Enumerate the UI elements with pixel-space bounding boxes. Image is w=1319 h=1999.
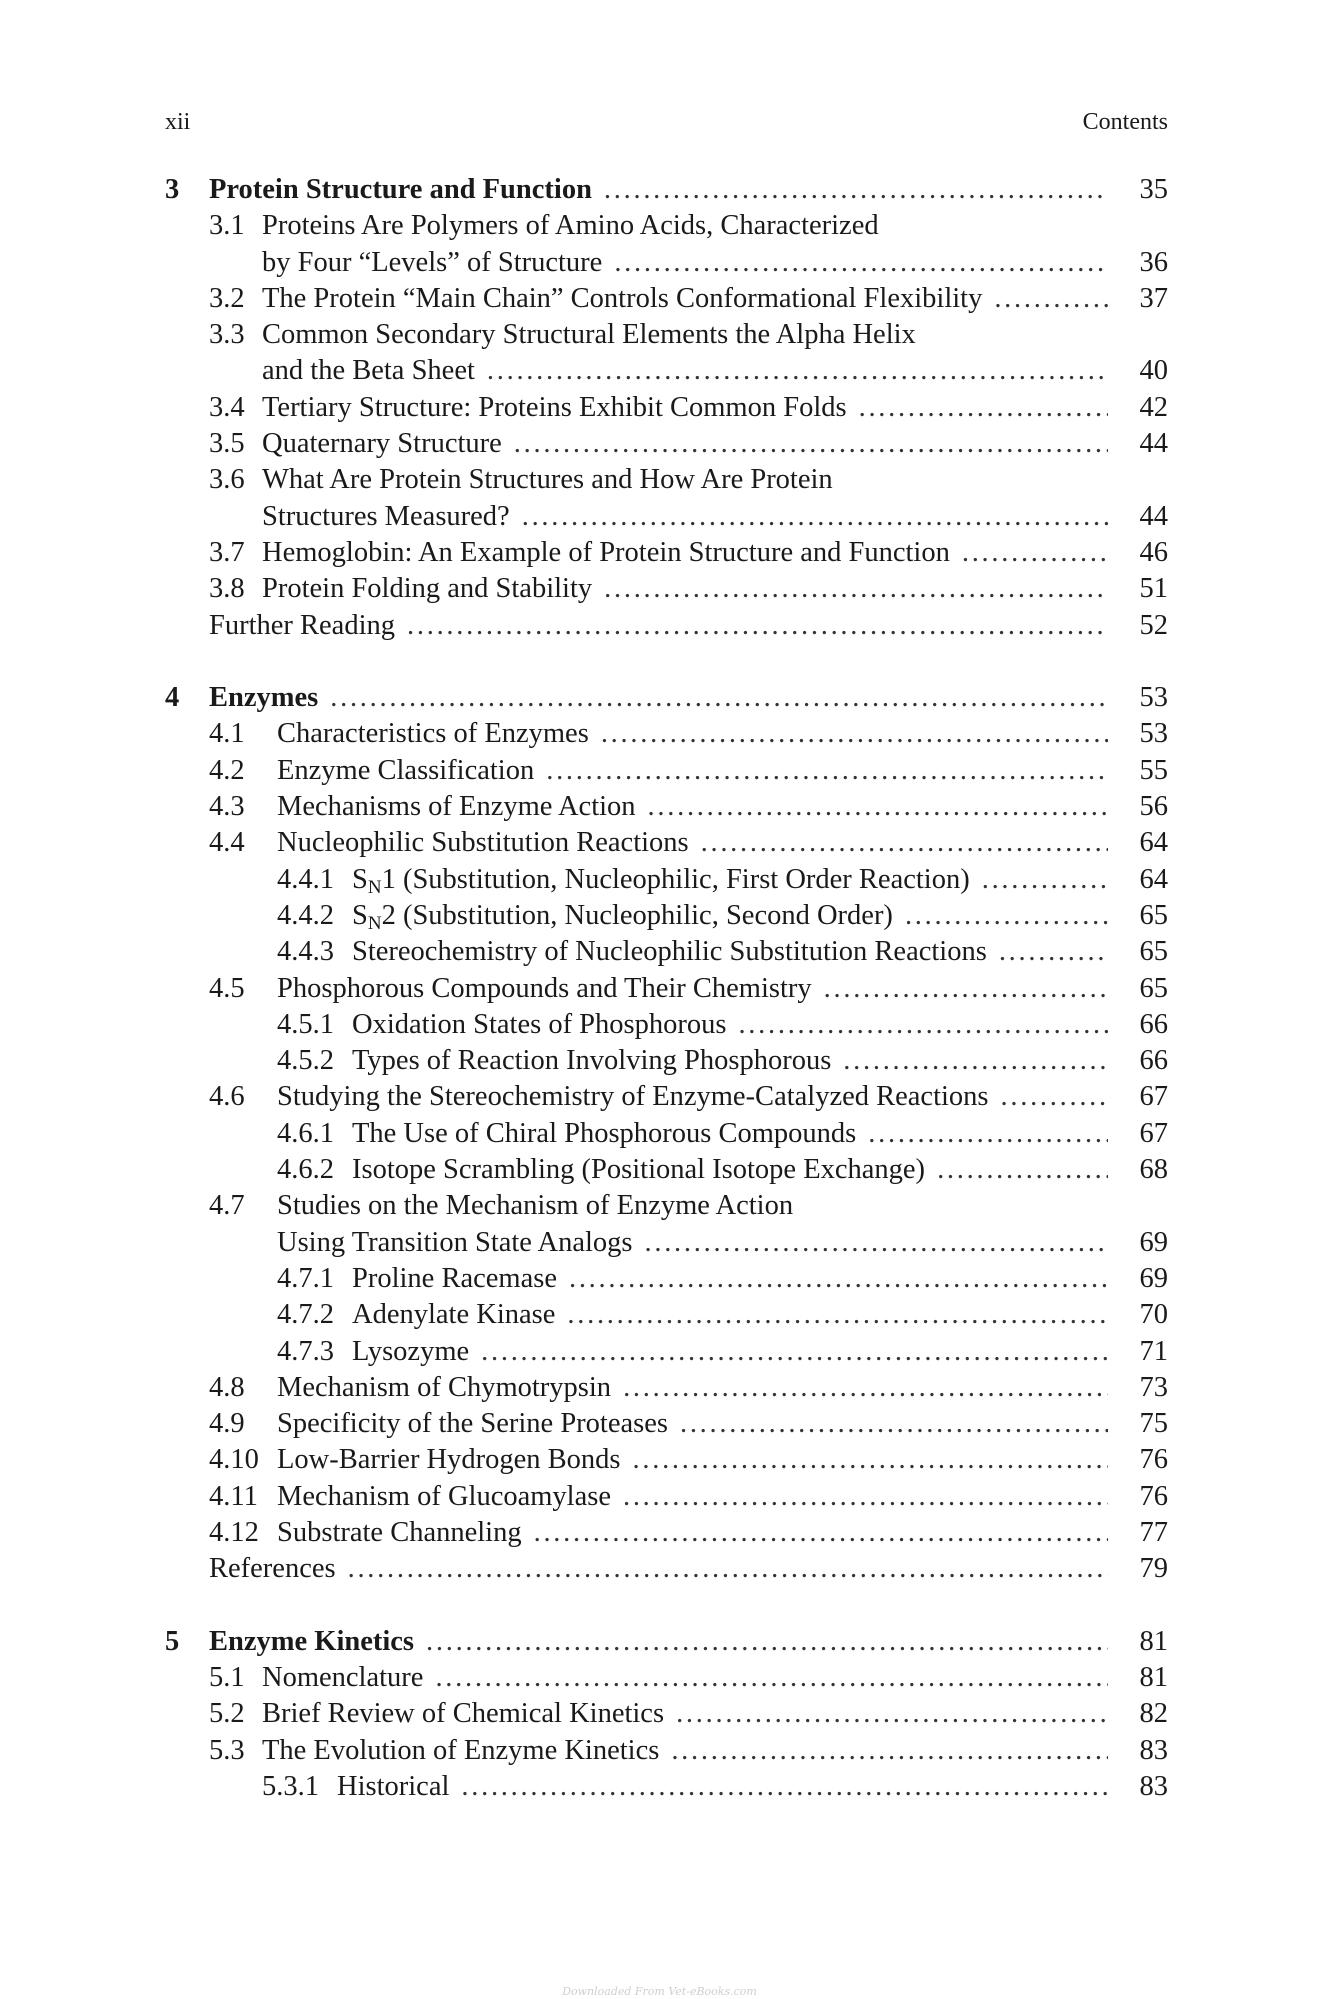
dot-leader	[481, 1334, 1108, 1370]
toc-entry-3-1	[165, 208, 1168, 244]
section-title-line2: by Four “Levels” of Structure	[262, 245, 614, 281]
toc-page-number: 81	[1139, 1662, 1168, 1694]
section-number: 4.10	[209, 1444, 259, 1476]
dot-leader	[461, 1769, 1108, 1805]
section-number: 3.6	[209, 464, 245, 496]
section-title: Further Reading	[209, 608, 407, 644]
toc-chapter-5	[165, 1624, 1168, 1660]
toc-entry-4-references	[165, 1551, 1168, 1587]
running-head-title: Contents	[1082, 109, 1168, 135]
section-title: Tertiary Structure: Proteins Exhibit Common Folds	[262, 390, 859, 426]
section-number: 4.6	[209, 1081, 245, 1113]
subsection-number: 4.5.1	[277, 1008, 334, 1040]
subsection-title: Oxidation States of Phosphorous	[352, 1007, 738, 1043]
subsection-number: 4.4.1	[277, 863, 334, 895]
subsection-title: Stereochemistry of Nucleophilic Substitution Reactions	[352, 934, 999, 970]
section-title: Nucleophilic Substitution Reactions	[277, 825, 701, 861]
sn-subscript: N	[367, 876, 382, 898]
section-title: Substrate Channeling	[277, 1515, 534, 1551]
subsection-title: Lysozyme	[352, 1334, 481, 1370]
toc-page-number: 65	[1139, 936, 1168, 968]
toc-page-number: 53	[1139, 682, 1168, 714]
subsection-title: Proline Racemase	[352, 1261, 569, 1297]
toc-entry-4-5	[165, 971, 1168, 1007]
section-title: The Evolution of Enzyme Kinetics	[262, 1733, 671, 1769]
chapter-number: 5	[165, 1625, 180, 1657]
section-number: 4.1	[209, 718, 245, 750]
subsection-number: 4.5.2	[277, 1045, 334, 1077]
chapter-number: 3	[165, 174, 180, 205]
subsection-number: 4.7.3	[277, 1335, 334, 1367]
section-number: 3.8	[209, 573, 245, 605]
chapter-title: Enzymes	[209, 680, 330, 716]
dot-leader	[701, 825, 1108, 861]
section-title: References	[209, 1551, 348, 1587]
chapter-number: 4	[165, 682, 180, 714]
toc-entry-3-3	[165, 317, 1168, 353]
toc-page-number: 65	[1139, 972, 1168, 1004]
dot-leader	[426, 1624, 1108, 1660]
section-number: 4.12	[209, 1516, 259, 1548]
toc-page-number: 55	[1139, 754, 1168, 786]
subsection-title-text: 1 (Substitution, Nucleophilic, First Order Reaction)	[381, 863, 970, 895]
subsection-title: Adenylate Kinase	[352, 1297, 567, 1333]
toc-page-number: 69	[1139, 1262, 1168, 1294]
toc-entry-4-7-3	[165, 1334, 1168, 1370]
toc-entry-4-11	[165, 1479, 1168, 1515]
section-number: 5.2	[209, 1698, 245, 1730]
section-title-line1: Proteins Are Polymers of Amino Acids, Characterized	[262, 208, 891, 244]
toc-page-number: 53	[1139, 718, 1168, 750]
toc-entry-3-6-cont	[165, 499, 1168, 535]
toc-page-number: 44	[1139, 428, 1168, 460]
dot-leader	[604, 172, 1108, 208]
toc-entry-4-4-3	[165, 934, 1168, 970]
dot-leader	[1001, 1079, 1108, 1115]
toc-page-number: 64	[1139, 863, 1168, 895]
toc-page-number: 83	[1139, 1734, 1168, 1766]
toc-page-number: 73	[1139, 1371, 1168, 1403]
sn-symbol: S	[352, 863, 368, 895]
download-watermark: Downloaded From Vet-eBooks.com	[562, 1985, 757, 1998]
toc-page-number: 64	[1139, 827, 1168, 859]
section-number: 3.3	[209, 319, 245, 351]
section-title: Low-Barrier Hydrogen Bonds	[277, 1442, 633, 1478]
toc-entry-3-5	[165, 426, 1168, 462]
section-number: 5.1	[209, 1662, 245, 1694]
section-title: Phosphorous Compounds and Their Chemistry	[277, 971, 824, 1007]
dot-leader	[623, 1370, 1108, 1406]
section-number: 4.3	[209, 791, 245, 823]
toc-page-number: 46	[1139, 536, 1168, 568]
dot-leader	[937, 1152, 1108, 1188]
section-title: The Protein “Main Chain” Controls Conformational Flexibility	[262, 281, 994, 317]
toc-page-number: 56	[1139, 791, 1168, 823]
dot-leader	[569, 1261, 1108, 1297]
toc-page-number: 75	[1139, 1408, 1168, 1440]
toc-page-number: 66	[1139, 1008, 1168, 1040]
dot-leader	[567, 1297, 1108, 1333]
dot-leader	[982, 862, 1108, 901]
section-title: Mechanisms of Enzyme Action	[277, 789, 648, 825]
section-title-line2: Structures Measured?	[262, 499, 522, 535]
dot-leader	[633, 1442, 1108, 1478]
toc-page-number: 81	[1139, 1625, 1168, 1657]
dot-leader	[905, 898, 1108, 937]
toc-chapter-4	[165, 680, 1168, 716]
dot-leader	[645, 1225, 1109, 1261]
toc-entry-4-12	[165, 1515, 1168, 1551]
toc-page-number: 35	[1139, 174, 1168, 205]
subsection-title-text: 2 (Substitution, Nucleophilic, Second Order)	[381, 899, 893, 931]
toc-entry-4-4	[165, 825, 1168, 861]
subsection-number: 4.6.2	[277, 1154, 334, 1186]
section-title-line1: Common Secondary Structural Elements the Alpha Helix	[262, 317, 928, 353]
dot-leader	[843, 1043, 1108, 1079]
subsection-number: 4.4.3	[277, 936, 334, 968]
toc-entry-4-4-2	[165, 898, 1168, 934]
toc-entry-4-10	[165, 1442, 1168, 1478]
section-number: 4.5	[209, 972, 245, 1004]
toc-entry-4-5-1	[165, 1007, 1168, 1043]
toc-entry-5-3-1	[165, 1769, 1168, 1805]
chapter-gap	[165, 1588, 1168, 1624]
toc-page-number: 44	[1139, 500, 1168, 532]
toc-entry-4-4-1	[165, 862, 1168, 898]
section-number: 3.1	[209, 210, 245, 242]
section-title: Mechanism of Glucoamylase	[277, 1479, 623, 1515]
toc-page-number: 70	[1139, 1299, 1168, 1331]
page-number: xii	[165, 109, 191, 135]
subsection-number: 4.7.2	[277, 1299, 334, 1331]
dot-leader	[999, 934, 1108, 970]
section-number: 5.3	[209, 1734, 245, 1766]
toc-entry-4-9	[165, 1406, 1168, 1442]
dot-leader	[680, 1406, 1108, 1442]
dot-leader	[330, 680, 1108, 716]
subsection-title	[352, 898, 905, 937]
toc-entry-3-7	[165, 535, 1168, 571]
subsection-title	[352, 862, 982, 901]
section-title: Characteristics of Enzymes	[277, 716, 601, 752]
toc-entry-3-further-reading	[165, 608, 1168, 644]
section-title: Brief Review of Chemical Kinetics	[262, 1696, 676, 1732]
toc-entry-4-6-1	[165, 1116, 1168, 1152]
dot-leader	[648, 789, 1108, 825]
subsection-title: The Use of Chiral Phosphorous Compounds	[352, 1116, 868, 1152]
toc-page-number: 52	[1139, 609, 1168, 641]
sn-symbol: S	[352, 899, 368, 931]
section-title: Protein Folding and Stability	[262, 571, 604, 607]
section-number: 4.8	[209, 1371, 245, 1403]
subsection-number: 4.7.1	[277, 1262, 334, 1294]
dot-leader	[604, 571, 1108, 607]
toc-page-number: 83	[1139, 1771, 1168, 1803]
table-of-contents	[165, 172, 1168, 1805]
section-number: 4.11	[209, 1480, 258, 1512]
toc-entry-3-4	[165, 390, 1168, 426]
subsection-number: 4.4.2	[277, 899, 334, 931]
toc-page-number: 69	[1139, 1226, 1168, 1258]
toc-page-number: 40	[1139, 355, 1168, 387]
toc-page-number: 76	[1139, 1480, 1168, 1512]
toc-entry-3-8	[165, 571, 1168, 607]
dot-leader	[676, 1696, 1108, 1732]
section-number: 3.7	[209, 536, 245, 568]
toc-entry-4-7	[165, 1188, 1168, 1224]
section-title: Mechanism of Chymotrypsin	[277, 1370, 623, 1406]
dot-leader	[348, 1551, 1108, 1587]
section-title-line2: Using Transition State Analogs	[277, 1225, 645, 1261]
dot-leader	[994, 281, 1108, 317]
dot-leader	[614, 245, 1108, 281]
toc-page-number: 77	[1139, 1516, 1168, 1548]
running-head	[165, 104, 1168, 140]
toc-entry-4-7-2	[165, 1297, 1168, 1333]
toc-page-number: 67	[1139, 1117, 1168, 1149]
section-title: Quaternary Structure	[262, 426, 514, 462]
section-number: 4.7	[209, 1190, 245, 1222]
toc-entry-3-2	[165, 281, 1168, 317]
dot-leader	[671, 1733, 1108, 1769]
toc-page-number: 37	[1139, 282, 1168, 314]
dot-leader	[623, 1479, 1108, 1515]
toc-page-number: 65	[1139, 899, 1168, 931]
section-title-line1: Studies on the Mechanism of Enzyme Action	[277, 1188, 805, 1224]
subsection-number: 4.6.1	[277, 1117, 334, 1149]
section-number: 3.5	[209, 428, 245, 460]
toc-entry-5-2	[165, 1696, 1168, 1732]
toc-chapter-3	[165, 172, 1168, 208]
section-title: Hemoglobin: An Example of Protein Structure and Function	[262, 535, 962, 571]
chapter-title: Enzyme Kinetics	[209, 1624, 426, 1660]
toc-entry-4-8	[165, 1370, 1168, 1406]
dot-leader	[407, 608, 1108, 644]
toc-entry-4-3	[165, 789, 1168, 825]
subsection-number: 5.3.1	[262, 1771, 319, 1803]
subsection-title: Isotope Scrambling (Positional Isotope Exchange)	[352, 1152, 937, 1188]
section-number: 4.2	[209, 754, 245, 786]
dot-leader	[962, 535, 1108, 571]
dot-leader	[514, 426, 1108, 462]
dot-leader	[859, 390, 1108, 426]
dot-leader	[522, 499, 1108, 535]
toc-entry-5-1	[165, 1660, 1168, 1696]
toc-page-number: 42	[1139, 391, 1168, 423]
toc-entry-4-5-2	[165, 1043, 1168, 1079]
dot-leader	[824, 971, 1108, 1007]
section-number: 4.9	[209, 1408, 245, 1440]
section-title-line1: What Are Protein Structures and How Are Protein	[262, 462, 845, 498]
toc-entry-4-6	[165, 1079, 1168, 1115]
section-title: Studying the Stereochemistry of Enzyme-Catalyzed Reactions	[277, 1079, 1001, 1115]
dot-leader	[868, 1116, 1108, 1152]
dot-leader	[546, 753, 1108, 789]
toc-entry-4-7-cont	[165, 1225, 1168, 1261]
dot-leader	[435, 1660, 1108, 1696]
toc-page-number: 76	[1139, 1444, 1168, 1476]
toc-entry-3-1-cont	[165, 245, 1168, 281]
dot-leader	[534, 1515, 1108, 1551]
toc-page-number: 67	[1139, 1081, 1168, 1113]
dot-leader	[738, 1007, 1108, 1043]
section-title: Nomenclature	[262, 1660, 435, 1696]
toc-entry-4-2	[165, 753, 1168, 789]
toc-entry-4-7-1	[165, 1261, 1168, 1297]
toc-entry-5-3	[165, 1733, 1168, 1769]
section-number: 3.4	[209, 391, 245, 423]
toc-page-number: 36	[1139, 246, 1168, 278]
section-number: 3.2	[209, 282, 245, 314]
toc-page-number: 82	[1139, 1698, 1168, 1730]
chapter-title: Protein Structure and Function	[209, 172, 604, 208]
section-title: Specificity of the Serine Proteases	[277, 1406, 680, 1442]
toc-page-number: 66	[1139, 1045, 1168, 1077]
dot-leader	[601, 716, 1108, 752]
chapter-gap	[165, 644, 1168, 680]
toc-page-number: 68	[1139, 1154, 1168, 1186]
subsection-title: Types of Reaction Involving Phosphorous	[352, 1043, 843, 1079]
subsection-title: Historical	[337, 1769, 461, 1805]
section-title: Enzyme Classification	[277, 753, 546, 789]
section-title-line2: and the Beta Sheet	[262, 353, 487, 389]
toc-entry-4-1	[165, 716, 1168, 752]
toc-page-number: 51	[1139, 573, 1168, 605]
section-number: 4.4	[209, 827, 245, 859]
toc-entry-4-6-2	[165, 1152, 1168, 1188]
dot-leader	[487, 353, 1108, 389]
toc-page-number: 71	[1139, 1335, 1168, 1367]
toc-entry-3-3-cont	[165, 353, 1168, 389]
toc-entry-3-6	[165, 462, 1168, 498]
toc-page-number: 79	[1139, 1553, 1168, 1585]
sn-subscript: N	[367, 912, 382, 934]
